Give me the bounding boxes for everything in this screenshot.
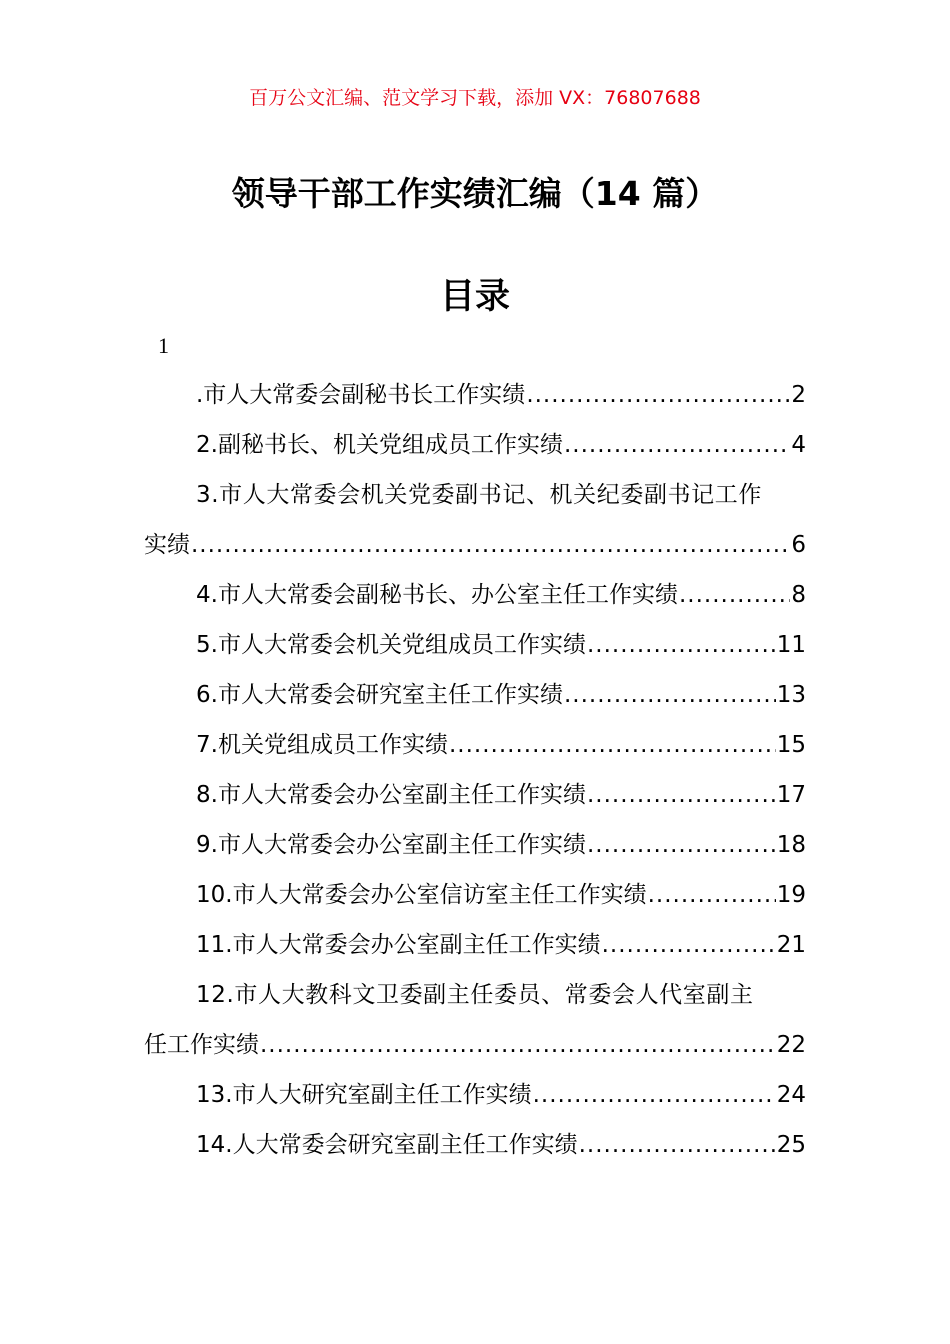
toc-leader-dots — [587, 620, 776, 670]
toc-entry-page: 19 — [776, 882, 806, 908]
toc-entry-page: 22 — [776, 1032, 806, 1058]
toc-leader-dots — [587, 820, 776, 870]
toc-entry[interactable] — [144, 520, 806, 570]
toc-entry-page: 2 — [791, 382, 806, 408]
toc-entry-page: 25 — [776, 1132, 806, 1158]
toc-entry-page: 13 — [776, 682, 806, 708]
toc-leader-dots — [587, 770, 776, 820]
toc-entry-title: 8.市人大常委会办公室副主任工作实绩 — [196, 782, 586, 808]
toc-leader-dots — [648, 870, 776, 920]
toc-leader-dots — [526, 370, 790, 420]
toc-entry[interactable] — [196, 570, 806, 620]
toc-entry-title: 2.副秘书长、机关党组成员工作实绩 — [196, 432, 563, 458]
toc-leader-dots — [579, 1120, 776, 1170]
toc-entry-title: 10.市人大常委会办公室信访室主任工作实绩 — [196, 882, 647, 908]
header-note: 百万公文汇编、范文学习下载，添加 VX：76807688 — [249, 87, 701, 109]
toc-leader-dots — [679, 570, 790, 620]
toc-entry[interactable] — [144, 1020, 806, 1070]
toc-entry-page: 21 — [776, 932, 806, 958]
toc-leader-dots — [449, 720, 776, 770]
toc-leader-dots — [191, 520, 790, 570]
toc-entry-title: 5.市人大常委会机关党组成员工作实绩 — [196, 632, 586, 658]
toc-entry-title: 4.市人大常委会副秘书长、办公室主任工作实绩 — [196, 582, 678, 608]
toc-entry-title: .市人大常委会副秘书长工作实绩 — [196, 382, 526, 408]
toc-entry[interactable] — [196, 720, 806, 770]
toc-entry-page: 15 — [776, 732, 806, 758]
toc-entry-title: 实绩 — [144, 532, 190, 558]
toc-entry-title: 任工作实绩 — [144, 1032, 259, 1058]
stray-number: 1 — [158, 333, 169, 358]
toc-entry-title-line1[interactable]: 3.市人大常委会机关党委副书记、机关纪委副书记工作 — [196, 482, 762, 508]
toc-entry[interactable] — [196, 670, 806, 720]
toc-leader-dots — [602, 920, 776, 970]
toc-entry-title: 7.机关党组成员工作实绩 — [196, 732, 448, 758]
toc-entry[interactable] — [196, 870, 806, 920]
toc-entry[interactable] — [196, 920, 806, 970]
toc-entry[interactable] — [196, 620, 806, 670]
toc-entry[interactable] — [196, 770, 806, 820]
toc-leader-dots — [533, 1070, 776, 1120]
toc-entry[interactable] — [196, 1070, 806, 1120]
toc-entry-page: 17 — [776, 782, 806, 808]
toc-entry-title: 13.市人大研究室副主任工作实绩 — [196, 1082, 532, 1108]
toc-entry-page: 18 — [776, 832, 806, 858]
toc-entry-title: 14.人大常委会研究室副主任工作实绩 — [196, 1132, 578, 1158]
toc-entry[interactable] — [196, 420, 806, 470]
toc-entry[interactable] — [196, 370, 806, 420]
toc-entry-title: 11.市人大常委会办公室副主任工作实绩 — [196, 932, 601, 958]
toc-entry-page: 6 — [791, 532, 806, 558]
toc-entry-title-line1[interactable]: 12.市人大教科文卫委副主任委员、常委会人代室副主 — [196, 982, 754, 1008]
toc-entry-title: 9.市人大常委会办公室副主任工作实绩 — [196, 832, 586, 858]
toc-leader-dots — [260, 1020, 776, 1070]
toc-entry[interactable] — [196, 820, 806, 870]
toc-entry-page: 4 — [791, 432, 806, 458]
toc-entry-title: 6.市人大常委会研究室主任工作实绩 — [196, 682, 563, 708]
toc-heading: 目录 — [439, 277, 510, 317]
toc-entry[interactable] — [196, 1120, 806, 1170]
toc-leader-dots — [564, 670, 776, 720]
toc-leader-dots — [564, 420, 790, 470]
toc-entry-page: 24 — [776, 1082, 806, 1108]
toc-entry-page: 8 — [791, 582, 806, 608]
document-title: 领导干部工作实绩汇编（14 篇） — [231, 174, 719, 213]
toc-entry-page: 11 — [776, 632, 806, 658]
